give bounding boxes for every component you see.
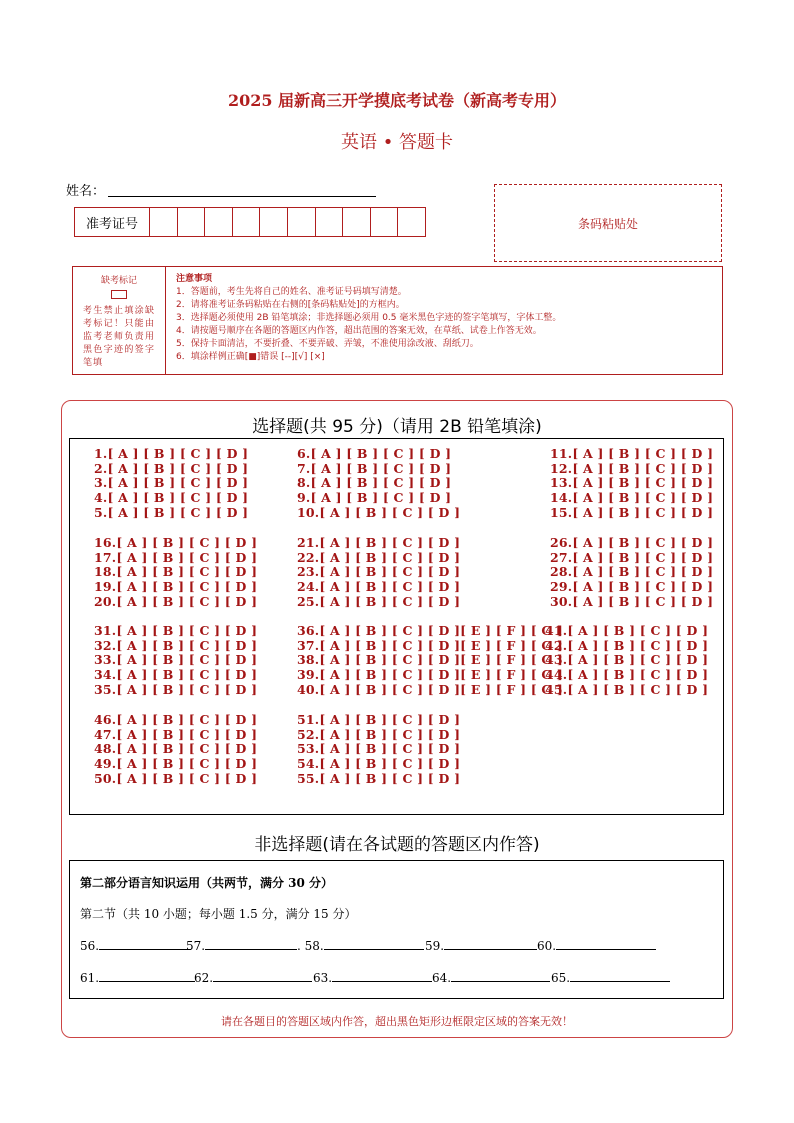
mc-question-20[interactable]: 20.[ A ] [ B ] [ C ] [ D ]	[94, 593, 258, 609]
mc-question-33[interactable]: 33.[ A ] [ B ] [ C ] [ D ]	[94, 652, 258, 668]
mc-question-41[interactable]: 41.[ A ] [ B ] [ C ] [ D ]	[545, 623, 709, 638]
mc-question-1[interactable]: 1.[ A ] [ B ] [ C ] [ D ]	[94, 446, 249, 461]
exam-id-cell[interactable]	[316, 208, 344, 236]
absent-mark-title: 缺考标记	[100, 276, 137, 286]
exam-id-label: 准考证号	[75, 208, 150, 236]
blank-number: 56.	[80, 939, 100, 953]
blank-number: 57.	[186, 939, 206, 953]
exam-id-cell[interactable]	[205, 208, 233, 236]
absent-mark-box[interactable]	[111, 290, 127, 299]
mc-question-3[interactable]: 3.[ A ] [ B ] [ C ] [ D ]	[94, 475, 249, 491]
blank-item[interactable]	[186, 937, 297, 953]
notice-item: 6．填涂样例正确[■]错误 [--][√] [×]	[176, 352, 325, 362]
mc-question-17[interactable]: 17.[ A ] [ B ] [ C ] [ D ]	[94, 549, 258, 565]
blank-item[interactable]	[537, 937, 656, 953]
mc-question-34[interactable]: 34.[ A ] [ B ] [ C ] [ D ]	[94, 667, 258, 683]
mc-question-7[interactable]: 7.[ A ] [ B ] [ C ] [ D ]	[297, 460, 452, 476]
notice-panel	[166, 267, 722, 374]
mc-question-16[interactable]: 16.[ A ] [ B ] [ C ] [ D ]	[94, 535, 258, 550]
blank-number: 61.	[80, 971, 100, 985]
mc-question-55[interactable]: 55.[ A ] [ B ] [ C ] [ D ]	[297, 770, 461, 786]
mc-question-43[interactable]: 43.[ A ] [ B ] [ C ] [ D ]	[545, 652, 709, 668]
mc-question-39[interactable]: 39.[ A ] [ B ] [ C ] [ D ][ E ] [ F ] [ G ]	[297, 667, 563, 683]
barcode-area	[494, 184, 722, 262]
mc-question-40[interactable]: 40.[ A ] [ B ] [ C ] [ D ][ E ] [ F ] [ G ]	[297, 681, 563, 697]
mc-question-18[interactable]: 18.[ A ] [ B ] [ C ] [ D ]	[94, 564, 258, 580]
blank-item[interactable]	[425, 937, 537, 953]
mc-question-8[interactable]: 8.[ A ] [ B ] [ C ] [ D ]	[297, 475, 452, 491]
exam-id-cell[interactable]	[233, 208, 261, 236]
blank-item[interactable]	[297, 937, 424, 953]
blank-number: 63.	[313, 971, 333, 985]
blank-item[interactable]	[432, 969, 550, 985]
mc-question-54[interactable]: 54.[ A ] [ B ] [ C ] [ D ]	[297, 756, 461, 772]
blank-number: 62.	[194, 971, 214, 985]
mc-question-46[interactable]: 46.[ A ] [ B ] [ C ] [ D ]	[94, 712, 258, 727]
mc-question-26[interactable]: 26.[ A ] [ B ] [ C ] [ D ]	[550, 535, 714, 550]
absent-mark-text: 考生禁止填涂缺考标记！只能由监考老师负责用黑色字迹的签字笔填	[83, 306, 155, 368]
mc-question-31[interactable]: 31.[ A ] [ B ] [ C ] [ D ]	[94, 623, 258, 638]
mc-question-48[interactable]: 48.[ A ] [ B ] [ C ] [ D ]	[94, 741, 258, 757]
section-title: 第二节（共 10 小题；每小题 1.5 分，满分 15 分）	[80, 907, 357, 921]
mc-question-53[interactable]: 53.[ A ] [ B ] [ C ] [ D ]	[297, 741, 461, 757]
mc-question-5[interactable]: 5.[ A ] [ B ] [ C ] [ D ]	[94, 504, 249, 520]
blank-item[interactable]	[194, 969, 312, 985]
mc-question-10[interactable]: 10.[ A ] [ B ] [ C ] [ D ]	[297, 504, 461, 520]
mc-question-51[interactable]: 51.[ A ] [ B ] [ C ] [ D ]	[297, 712, 461, 727]
part-title: 第二部分语言知识运用（共两节，满分 30 分）	[80, 876, 334, 890]
page-title: 2025 届新高三开学摸底考试卷（新高考专用）	[227, 91, 567, 110]
mc-question-9[interactable]: 9.[ A ] [ B ] [ C ] [ D ]	[297, 490, 452, 506]
mc-question-25[interactable]: 25.[ A ] [ B ] [ C ] [ D ]	[297, 593, 461, 609]
mc-question-14[interactable]: 14.[ A ] [ B ] [ C ] [ D ]	[550, 490, 714, 506]
mc-question-6[interactable]: 6.[ A ] [ B ] [ C ] [ D ]	[297, 446, 452, 461]
exam-id-cell[interactable]	[178, 208, 206, 236]
mc-question-28[interactable]: 28.[ A ] [ B ] [ C ] [ D ]	[550, 564, 714, 580]
blank-number: 59.	[425, 939, 445, 953]
absent-mark-panel	[73, 267, 166, 374]
blank-number: . 58.	[297, 939, 324, 953]
exam-id-box	[74, 207, 426, 237]
footer-warning: 请在各题目的答题区域内作答，超出黑色矩形边框限定区域的答案无效！	[221, 1015, 573, 1028]
mc-question-45[interactable]: 45.[ A ] [ B ] [ C ] [ D ]	[545, 681, 709, 697]
notice-section	[72, 266, 723, 375]
exam-id-cell[interactable]	[150, 208, 178, 236]
mc-question-21[interactable]: 21.[ A ] [ B ] [ C ] [ D ]	[297, 535, 461, 550]
notice-item: 2．请将准考证条码粘贴在右侧的[条码粘贴处]的方框内。	[176, 300, 405, 310]
exam-id-cell[interactable]	[288, 208, 316, 236]
exam-id-cell[interactable]	[371, 208, 399, 236]
mc-question-44[interactable]: 44.[ A ] [ B ] [ C ] [ D ]	[545, 667, 709, 683]
name-label: 姓名：	[66, 184, 106, 199]
mc-question-2[interactable]: 2.[ A ] [ B ] [ C ] [ D ]	[94, 460, 249, 476]
mc-question-15[interactable]: 15.[ A ] [ B ] [ C ] [ D ]	[550, 504, 714, 520]
name-field[interactable]	[108, 196, 376, 197]
non-mc-heading: 非选择题(请在各试题的答题区内作答)	[254, 835, 540, 855]
blank-item[interactable]	[80, 937, 191, 953]
mc-question-37[interactable]: 37.[ A ] [ B ] [ C ] [ D ][ E ] [ F ] [ G ]	[297, 637, 563, 653]
blank-number: 65.	[551, 971, 571, 985]
mc-heading: 选择题(共 95 分)（请用 2B 铅笔填涂)	[252, 417, 542, 437]
mc-question-24[interactable]: 24.[ A ] [ B ] [ C ] [ D ]	[297, 579, 461, 595]
mc-question-23[interactable]: 23.[ A ] [ B ] [ C ] [ D ]	[297, 564, 461, 580]
mc-question-30[interactable]: 30.[ A ] [ B ] [ C ] [ D ]	[550, 593, 714, 609]
mc-question-13[interactable]: 13.[ A ] [ B ] [ C ] [ D ]	[550, 475, 714, 491]
mc-question-35[interactable]: 35.[ A ] [ B ] [ C ] [ D ]	[94, 681, 258, 697]
page-subtitle: 英语 • 答题卡	[340, 132, 454, 153]
exam-id-cell[interactable]	[343, 208, 371, 236]
notice-item: 1．答题前，考生先将自己的姓名、准考证号码填写清楚。	[176, 287, 407, 297]
mc-question-52[interactable]: 52.[ A ] [ B ] [ C ] [ D ]	[297, 726, 461, 742]
blank-item[interactable]	[313, 969, 432, 985]
mc-question-38[interactable]: 38.[ A ] [ B ] [ C ] [ D ][ E ] [ F ] [ G ]	[297, 652, 563, 668]
mc-question-19[interactable]: 19.[ A ] [ B ] [ C ] [ D ]	[94, 579, 258, 595]
mc-question-36[interactable]: 36.[ A ] [ B ] [ C ] [ D ][ E ] [ F ] [ G ]	[297, 623, 563, 638]
blank-number: 64.	[432, 971, 452, 985]
mc-question-29[interactable]: 29.[ A ] [ B ] [ C ] [ D ]	[550, 579, 714, 595]
notice-item: 5．保持卡面清洁，不要折叠、不要弄破、弄皱，不准使用涂改液、刮纸刀。	[176, 339, 479, 349]
mc-question-4[interactable]: 4.[ A ] [ B ] [ C ] [ D ]	[94, 490, 249, 506]
mc-question-42[interactable]: 42.[ A ] [ B ] [ C ] [ D ]	[545, 637, 709, 653]
mc-question-32[interactable]: 32.[ A ] [ B ] [ C ] [ D ]	[94, 637, 258, 653]
mc-question-50[interactable]: 50.[ A ] [ B ] [ C ] [ D ]	[94, 770, 258, 786]
blank-item[interactable]	[80, 969, 195, 985]
mc-question-49[interactable]: 49.[ A ] [ B ] [ C ] [ D ]	[94, 756, 258, 772]
notice-item: 3．选择题必须使用 2B 铅笔填涂；非选择题必须用 0.5 毫米黑色字迹的签字笔填写，字体工整。	[176, 313, 562, 323]
blank-number: 60.	[537, 939, 557, 953]
exam-id-cell[interactable]	[260, 208, 288, 236]
mc-question-47[interactable]: 47.[ A ] [ B ] [ C ] [ D ]	[94, 726, 258, 742]
mc-question-11[interactable]: 11.[ A ] [ B ] [ C ] [ D ]	[550, 446, 714, 461]
blank-item[interactable]	[551, 969, 670, 985]
mc-question-22[interactable]: 22.[ A ] [ B ] [ C ] [ D ]	[297, 549, 461, 565]
mc-question-27[interactable]: 27.[ A ] [ B ] [ C ] [ D ]	[550, 549, 714, 565]
barcode-label: 条码粘贴处	[577, 216, 638, 231]
exam-id-cell[interactable]	[398, 208, 425, 236]
notice-title: 注意事项	[176, 274, 213, 284]
notice-item: 4．请按题号顺序在各题的答题区内作答，超出范围的答案无效，在草纸、试卷上作答无效。	[176, 326, 542, 336]
mc-question-12[interactable]: 12.[ A ] [ B ] [ C ] [ D ]	[550, 460, 714, 476]
